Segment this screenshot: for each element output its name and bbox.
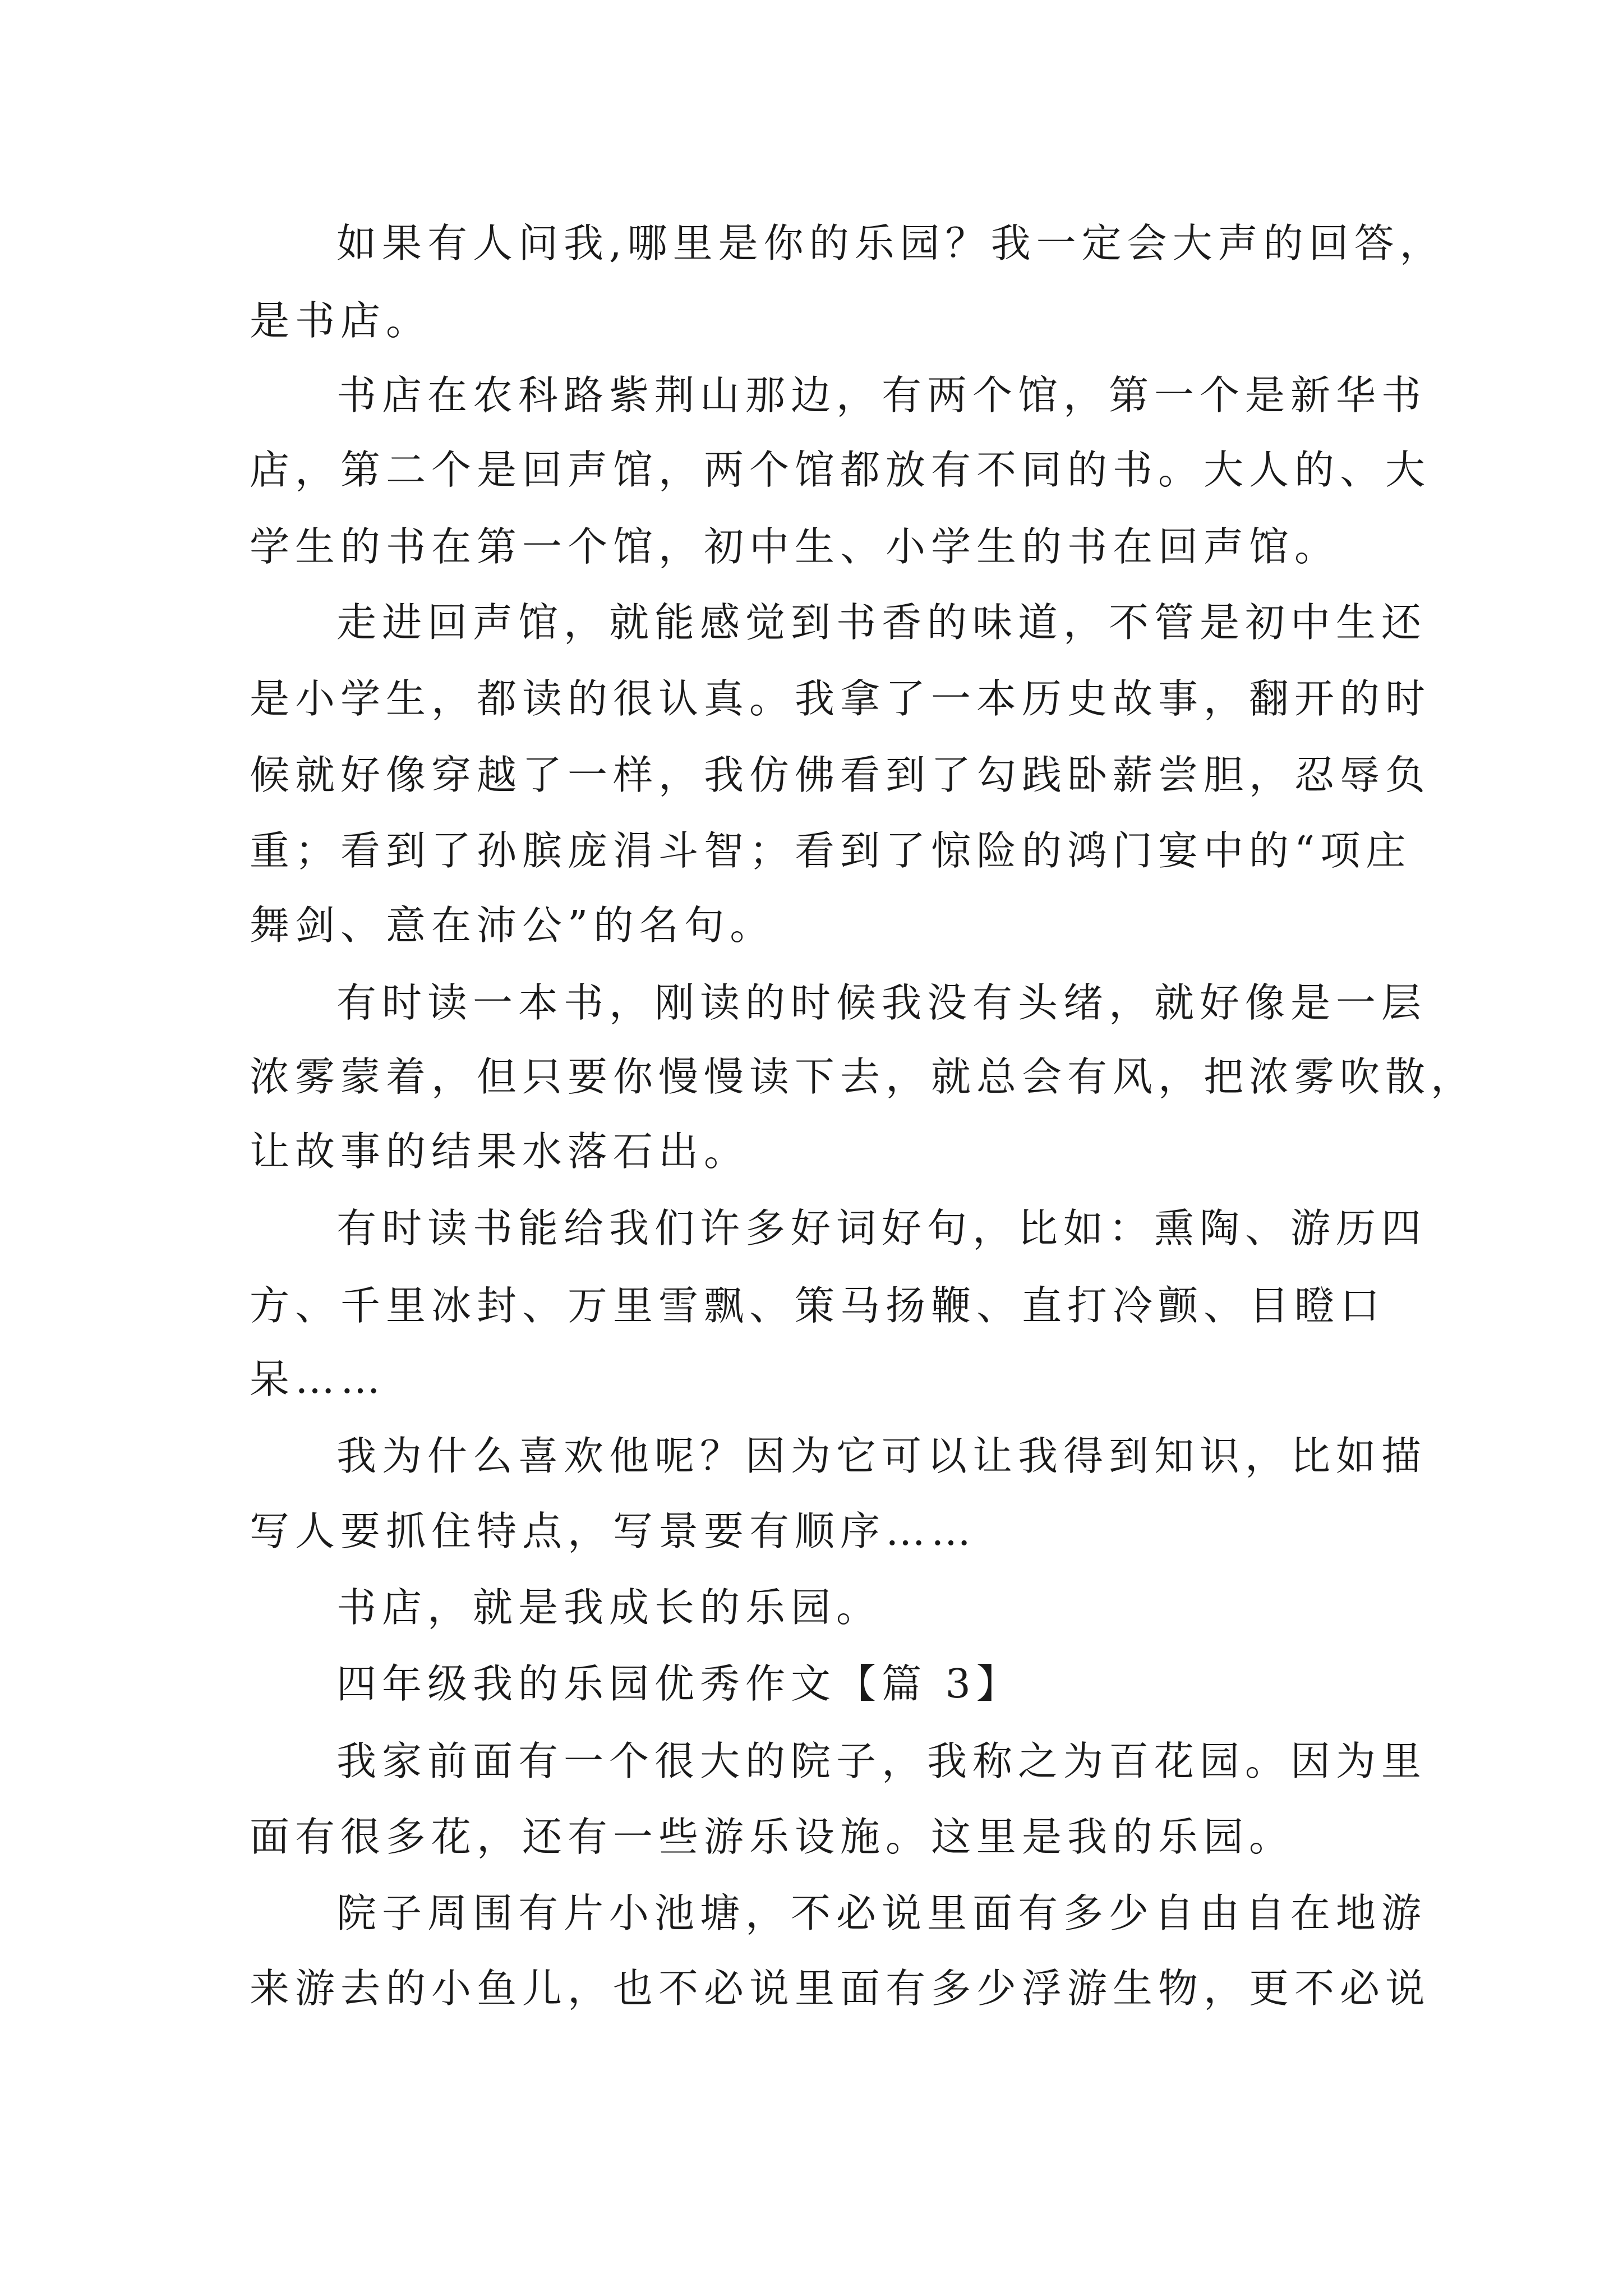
paragraph-5-line-3: 呆…… [250,1356,386,1402]
paragraph-8-line-1: 我家前面有一个很大的院子，我称之为百花园。因为里 [336,1738,1427,1784]
paragraph-5-line-1: 有时读书能给我们许多好词好句，比如：熏陶、游历四 [336,1205,1427,1251]
paragraph-7-line-1: 书店，就是我成长的乐园。 [336,1584,882,1631]
paragraph-1-line-1: 如果有人问我,哪里是你的乐园？我一定会大声的回答， [336,220,1445,266]
paragraph-6-line-1: 我为什么喜欢他呢？因为它可以让我得到知识，比如描 [336,1433,1427,1479]
paragraph-2-line-2: 店，第二个是回声馆，两个馆都放有不同的书。大人的、大 [250,447,1431,493]
paragraph-3-line-3: 候就好像穿越了一样，我仿佛看到了勾践卧薪尝胆，忍辱负 [250,752,1431,798]
paragraph-2-line-1: 书店在农科路紫荆山那边，有两个馆，第一个是新华书 [336,372,1427,418]
paragraph-3-line-5: 舞剑、意在沛公”的名句。 [250,902,776,949]
paragraph-9-line-1: 院子周围有片小池塘，不必说里面有多少自由自在地游 [336,1890,1427,1936]
paragraph-3-line-2: 是小学生，都读的很认真。我拿了一本历史故事，翻开的时 [250,675,1431,722]
paragraph-3-line-4: 重；看到了孙膑庞涓斗智；看到了惊险的鸿门宴中的“项庄 [250,827,1412,874]
paragraph-4-line-1: 有时读一本书，刚读的时候我没有头绪，就好像是一层 [336,979,1427,1026]
paragraph-8-line-2: 面有很多花，还有一些游乐设施。这里是我的乐园。 [250,1814,1295,1860]
paragraph-3-line-1: 走进回声馆，就能感觉到书香的味道，不管是初中生还 [336,599,1427,646]
paragraph-9-line-2: 来游去的小鱼儿，也不必说里面有多少浮游生物，更不必说 [250,1965,1431,2012]
paragraph-5-line-2: 方、千里冰封、万里雪飘、策马扬鞭、直打冷颤、目瞪口 [250,1282,1386,1329]
paragraph-4-line-3: 让故事的结果水落石出。 [250,1128,750,1175]
paragraph-4-line-2: 浓雾蒙着，但只要你慢慢读下去，就总会有风，把浓雾吹散， [250,1053,1477,1100]
section-heading: 四年级我的乐园优秀作文【篇 3】 [336,1660,1022,1707]
paragraph-6-line-2: 写人要抓住特点，写景要有顺序…… [250,1508,977,1554]
paragraph-1-line-2: 是书店。 [250,297,432,344]
paragraph-2-line-3: 学生的书在第一个馆，初中生、小学生的书在回声馆。 [250,523,1340,570]
